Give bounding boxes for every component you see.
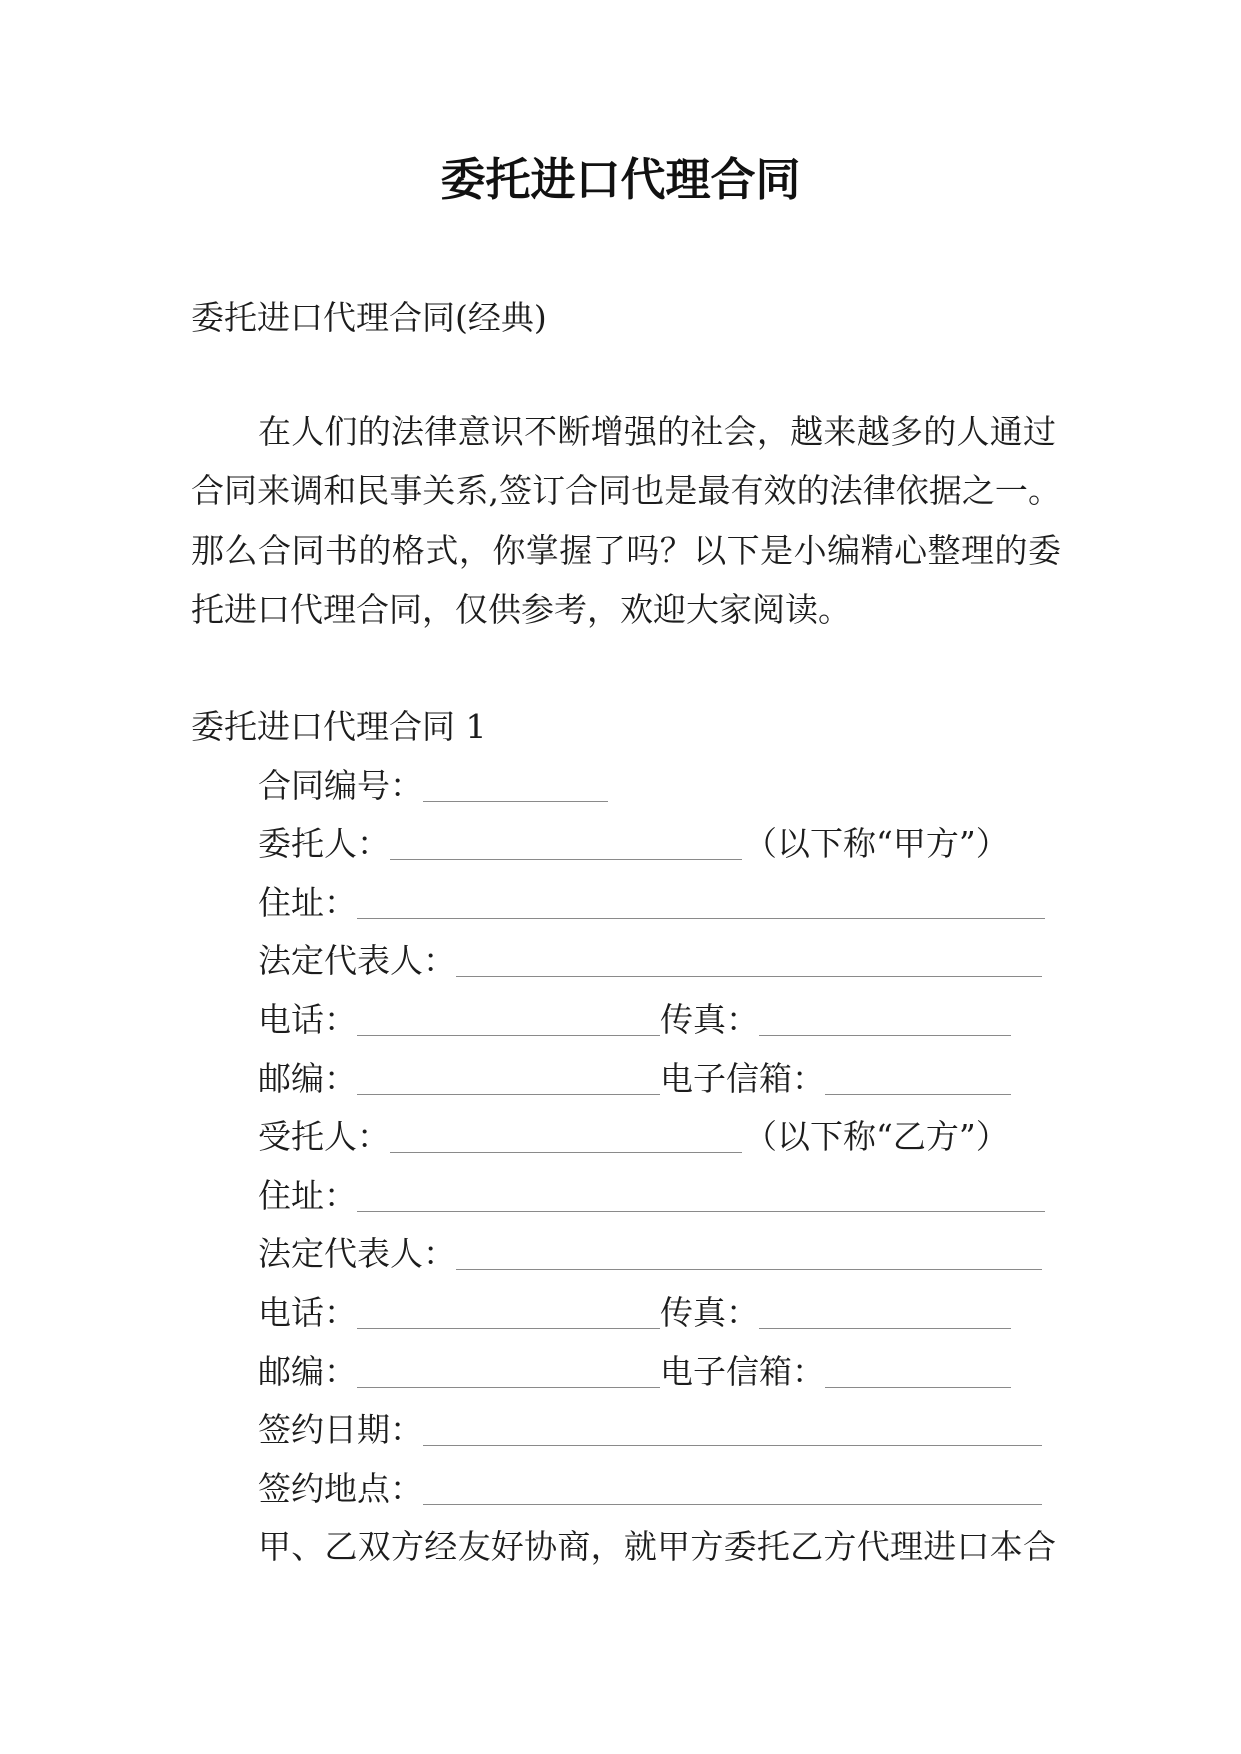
intro-line: 那么合同书的格式，你掌握了吗？以下是小编精心整理的委 [191,530,1061,570]
principal-address-row [258,874,1061,933]
agent-address-label: 住址： [258,1175,357,1215]
principal-phone-fax-row [258,991,1061,1050]
agent-label: 受托人： [258,1117,390,1157]
section-heading: 委托进口代理合同 1 [191,707,487,746]
principal-fax-blank [759,1009,1011,1036]
principal-postcode-email-row [258,1050,1061,1109]
principal-row [258,815,1061,874]
document-subtitle: 委托进口代理合同(经典) [191,298,547,337]
principal-phone-label: 电话： [258,999,357,1039]
agent-postcode-blank [357,1361,660,1388]
principal-address-blank [357,892,1045,919]
contract-number-blank [423,775,608,802]
agent-phone-blank [357,1302,660,1329]
sign-place-row [258,1460,1061,1519]
agent-phone-fax-row [258,1284,1061,1343]
principal-postcode-blank [357,1068,660,1095]
agent-address-blank [357,1185,1045,1212]
closing-line: 甲、乙双方经友好协商，就甲方委托乙方代理进口本合 [258,1527,1056,1567]
agent-legal-rep-label: 法定代表人： [258,1234,456,1274]
intro-line: 在人们的法律意识不断增强的社会，越来越多的人通过 [258,412,1056,451]
sign-date-row [258,1401,1061,1460]
principal-phone-blank [357,1009,660,1036]
agent-email-label: 电子信箱： [660,1351,825,1391]
sign-place-label: 签约地点： [258,1468,423,1508]
principal-email-blank [825,1068,1011,1095]
principal-address-label: 住址： [258,882,357,922]
agent-row [258,1108,1061,1167]
principal-fax-label: 传真： [660,999,759,1039]
agent-suffix: （以下称“乙方”） [744,1117,1009,1157]
principal-legal-rep-label: 法定代表人： [258,941,456,981]
principal-postcode-label: 邮编： [258,1058,357,1098]
principal-label: 委托人： [258,824,390,864]
agent-postcode-label: 邮编： [258,1351,357,1391]
document-title: 委托进口代理合同 [440,153,801,206]
sign-place-blank [423,1478,1042,1505]
agent-legal-rep-row [258,1225,1061,1284]
agent-address-row [258,1167,1061,1226]
intro-paragraph [191,402,1061,639]
contract-number-label: 合同编号： [258,765,423,805]
agent-blank [390,1126,742,1153]
agent-postcode-email-row [258,1343,1061,1402]
principal-legal-rep-blank [456,950,1042,977]
agent-phone-label: 电话： [258,1292,357,1332]
principal-email-label: 电子信箱： [660,1058,825,1098]
agent-legal-rep-blank [456,1243,1042,1270]
principal-legal-rep-row [258,932,1061,991]
intro-line: 托进口代理合同，仅供参考，欢迎大家阅读。 [191,589,851,629]
agent-fax-blank [759,1302,1011,1329]
agent-email-blank [825,1361,1011,1388]
intro-line: 合同来调和民事关系,签订合同也是最有效的法律依据之一。 [191,471,1061,511]
principal-blank [390,833,742,860]
agent-fax-label: 传真： [660,1292,759,1332]
contract-form [191,698,1061,1577]
sign-date-blank [423,1419,1042,1446]
sign-date-label: 签约日期： [258,1410,423,1450]
principal-suffix: （以下称“甲方”） [744,824,1009,864]
contract-number-row [258,757,1061,816]
